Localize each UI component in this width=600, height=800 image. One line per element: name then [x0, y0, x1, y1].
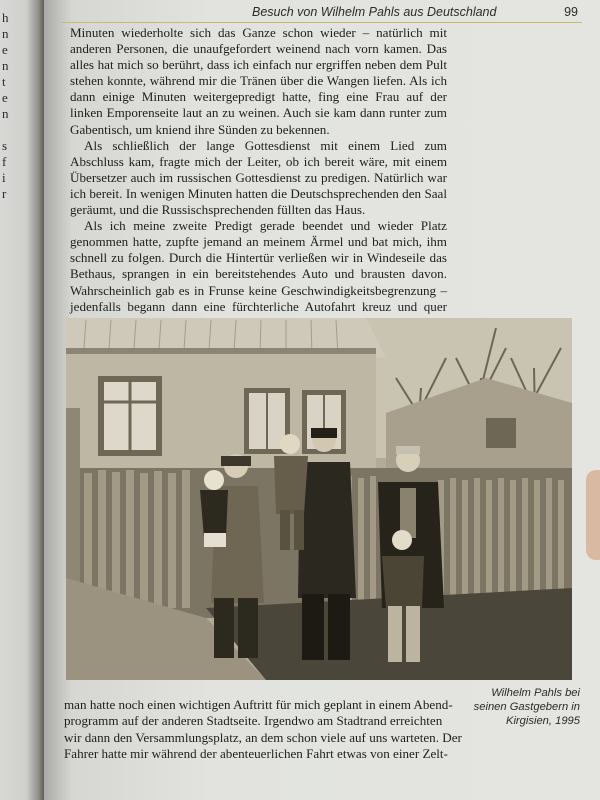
paragraph: Minuten wiederholte sich das Ganze schon wieder – natürlich mit anderen Personen, die unaufgefordert weinend nach vorn kamen. Das alles hat mich so berührt, dass ich einfach nur ergriffen neben dem Pult stehen konnte, während mir die Tränen über die Wangen liefen. Als ich dann einige Minuten weitergepredigt hatte, fing eine Frau auf der linken Emporenseite laut an zu weinen. Auch sie kam dann runter zum Gabentisch, um kniend ihre Sünden zu bekennen. [70, 25, 447, 137]
photograph [66, 318, 572, 680]
left-page-fragment: r [2, 186, 7, 201]
left-page-fragment: e [2, 42, 8, 57]
text-line: man hatte noch einen wichtigen Auftritt für mich geplant in einem Abend- [64, 697, 453, 712]
left-page-fragment: i [2, 170, 6, 185]
left-page-fragment: e [2, 90, 8, 105]
text-line: wir dann den Versammlungsplatz, an dem schon viele auf uns warteten. Der [64, 729, 462, 745]
left-page-fragment: s [2, 138, 8, 153]
left-page-fragment: n [2, 26, 9, 41]
running-header [62, 2, 582, 23]
photo-illustration [66, 318, 572, 680]
left-page-edge [0, 0, 44, 800]
photo-caption: Wilhelm Pahls bei seinen Gastgebern in Kirgisien, 1995 [473, 687, 580, 727]
paragraph: Als schließlich der lange Gottesdienst mit einem Lied zum Abschluss kam, fragte mich der Leiter, ob ich bereit wäre, mit einem Übersetzer auch im russischen Gottesdienst zu predigen. Natürlich war ich bereit. In wenigen Minuten hatten die Deutschsprechenden den Saal geräumt, und die Russischsprechenden füllten das Haus. [70, 137, 447, 218]
text-line: programm auf der anderen Stadtseite. Irgendwo am Stadtrand erreichten [64, 713, 443, 729]
left-page-fragment: t [2, 74, 6, 89]
paragraph: Als ich meine zweite Predigt gerade beendet und wieder Platz genommen hatte, zupfte jemand an meinem Ärmel und bat mich, ihm schnell zu folgen. Durch die Hintertür verließen wir in Windeseile das Bethaus, sprangen in ein bereitstehendes Auto und brausten davon. Wahrscheinlich gab es in Frunse keine Geschwindigkeitsbegrenzung – jedenfalls begann dann eine fürchterliche Autofahrt kreuz und quer [70, 218, 447, 314]
running-header-title: Besuch von Wilhelm Pahls aus Deutschland [252, 5, 497, 19]
text-line: Fahrer hatte mir während der abenteuerlichen Fahrt etwas von einer Zelt- [64, 745, 448, 761]
body-text [70, 25, 447, 347]
left-page-fragment: f [2, 154, 7, 169]
left-page-fragment: n [2, 58, 9, 73]
left-page-fragment: h [2, 10, 9, 25]
bottom-text [64, 697, 462, 762]
page-number: 99 [564, 5, 578, 19]
left-page-fragment: n [2, 106, 9, 121]
finger-edge [586, 470, 600, 560]
